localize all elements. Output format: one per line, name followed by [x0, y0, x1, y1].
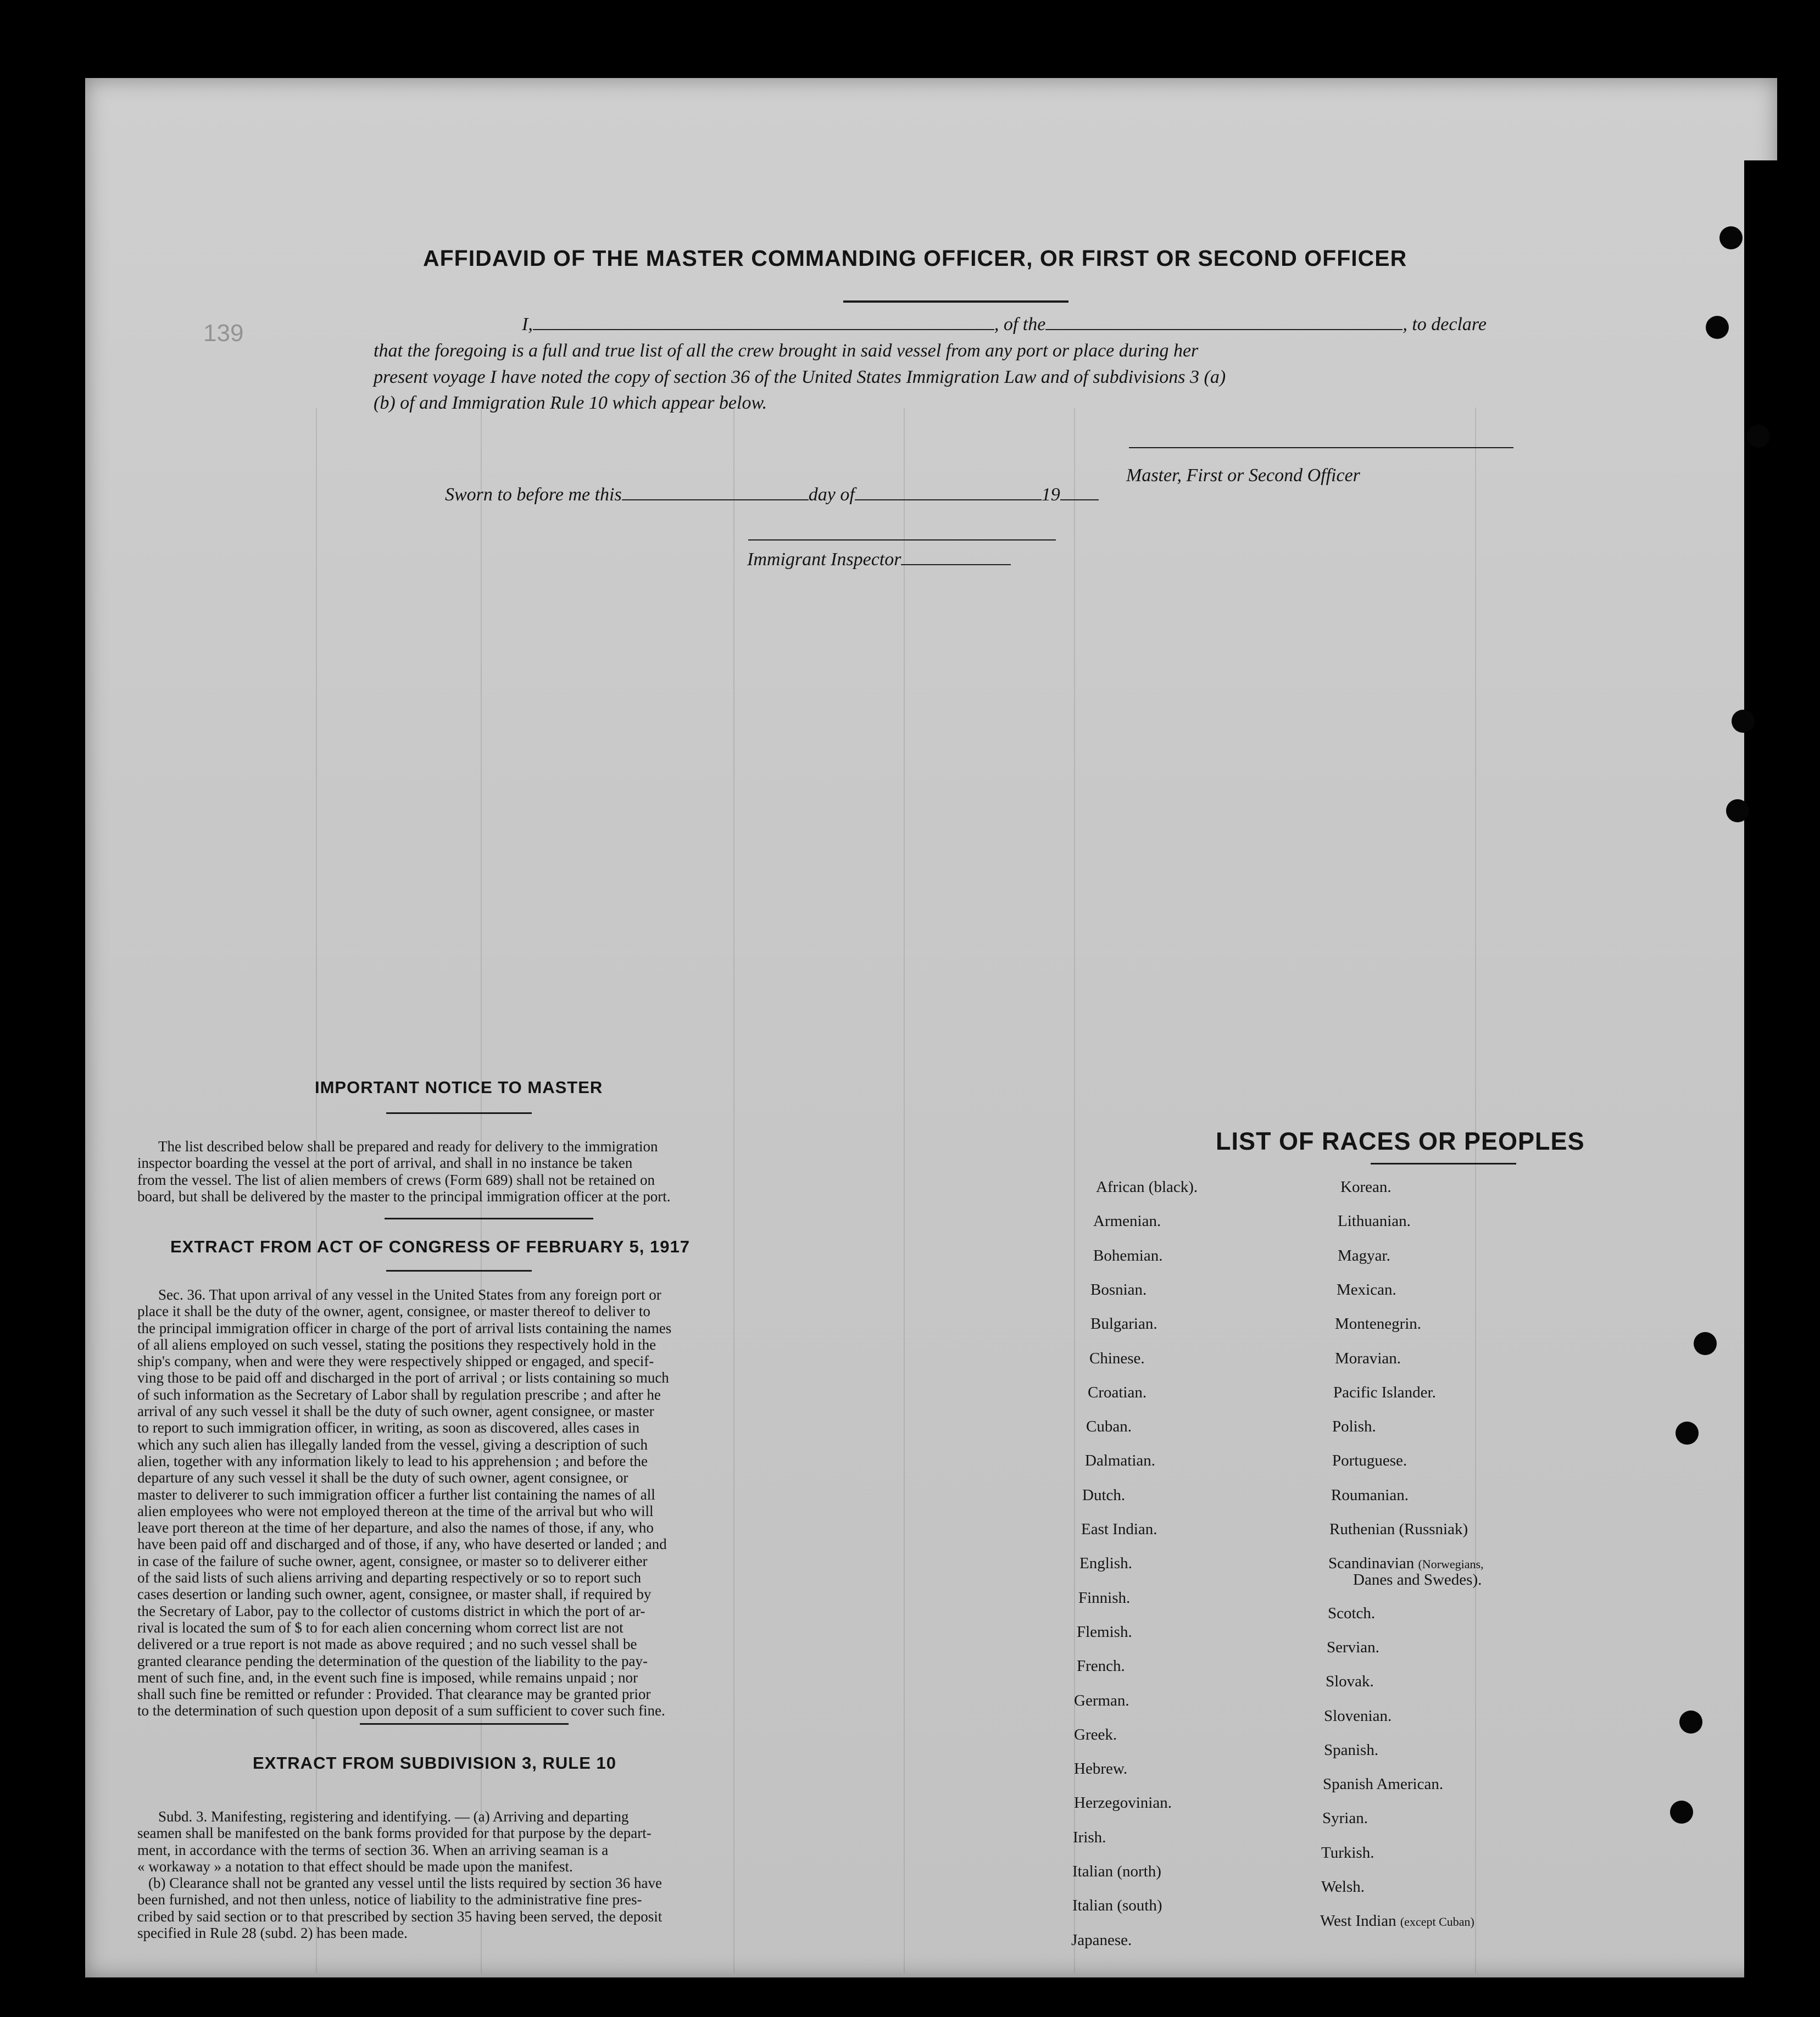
notice-line: board, but shall be delivered by the master to the principal immigration officer at the port. [137, 1188, 671, 1205]
race-label: Scotch. [1328, 1604, 1376, 1622]
sworn-line [445, 484, 1099, 505]
race-item: Armenian. [1093, 1212, 1161, 1230]
act-line: the principal immigration officer in charge of the port of arrival lists containing the names [137, 1319, 672, 1336]
race-item: Italian (south) [1072, 1897, 1162, 1914]
act-line: cases desertion or landing such owner, agent, consignee, or master shall, if required by [137, 1586, 652, 1603]
document-sheet [85, 78, 1777, 1977]
punch-hole [1747, 425, 1770, 448]
race-item [1320, 1912, 1474, 1930]
act-line: ving those to be paid off and discharged in the port of arrival ; or lists containing so much [137, 1369, 669, 1386]
race-note: (except Cuban) [1400, 1915, 1474, 1929]
race-item [1323, 1775, 1443, 1793]
rule-body [137, 1808, 775, 1941]
affidavit-of-the: , of the [994, 314, 1046, 335]
notice-line: from the vessel. The list of alien members of crews (Form 689) shall not be retained on [137, 1171, 655, 1188]
act-line: Sec. 36. That upon arrival of any vessel in the United States from any foreign port or [158, 1286, 661, 1303]
notice-line: inspector boarding the vessel at the port of arrival, and shall in no instance be taken [137, 1155, 633, 1172]
race-item: Irish. [1073, 1829, 1106, 1846]
race-item [1337, 1281, 1396, 1299]
race-item: Herzegovinian. [1074, 1794, 1172, 1812]
act-line: master to deliverer to such immigration officer a further list containing the names of all [137, 1486, 655, 1503]
punch-hole [1732, 710, 1755, 733]
punch-hole [1670, 1801, 1693, 1824]
punch-hole [1706, 316, 1729, 339]
race-item: Hebrew. [1074, 1760, 1128, 1778]
race-item [1331, 1486, 1409, 1505]
sworn-text: Sworn to before me this [445, 484, 622, 505]
race-item: Cuban. [1086, 1418, 1132, 1435]
affidavit-i: I, [522, 314, 533, 335]
race-label: Turkish. [1321, 1844, 1374, 1862]
race-label: Montenegrin. [1335, 1315, 1422, 1333]
rule-line: seamen shall be manifested on the bank forms provided for that purpose by the depart- [137, 1825, 652, 1842]
race-label: Korean. [1340, 1178, 1392, 1196]
race-item: Flemish. [1077, 1623, 1132, 1641]
rule-line: cribed by said section or to that prescribed by section 35 having been served, the deposit [137, 1908, 663, 1925]
rule-line: « workaway » a notation to that effect should be made upon the manifest. [137, 1858, 573, 1875]
race-item: Italian (north) [1072, 1863, 1161, 1880]
race-item [1335, 1350, 1401, 1368]
race-label: Syrian. [1322, 1809, 1368, 1827]
race-item: Bosnian. [1090, 1281, 1147, 1299]
race-item: Dutch. [1082, 1486, 1126, 1504]
act-line: in case of the failure of suche owner, agent, consignee, or master so to deliverer either [137, 1552, 648, 1569]
race-item [1321, 1878, 1365, 1896]
act-line: alien, together with any information likely to lead to his apprehension ; and before the [137, 1452, 648, 1469]
race-item [1332, 1452, 1407, 1470]
year-prefix: 19 [1041, 484, 1060, 505]
act-line: the Secretary of Labor, pay to the collector of customs district in which the port of ar- [137, 1602, 645, 1619]
title-underline [843, 300, 1068, 303]
punch-hole [1679, 1710, 1702, 1734]
notice-body [137, 1138, 775, 1205]
act-line: shall such fine be remitted or refunder : Provided. That clearance may be granted prior [137, 1686, 651, 1703]
affidavit-line-1 [428, 314, 1487, 335]
race-label: Moravian. [1335, 1350, 1401, 1367]
act-line: of all aliens employed on such vessel, stating the positions they respectively hold in the [137, 1336, 656, 1353]
punch-hole [1726, 799, 1749, 822]
bleed-line [1475, 408, 1476, 1973]
act-line: to report to such immigration officer, in writing, as soon as discovered, alles cases in [137, 1419, 639, 1436]
signature-line [1129, 447, 1513, 448]
race-label: Magyar. [1338, 1247, 1390, 1264]
day-of-text: day of [808, 484, 855, 505]
race-label: Roumanian. [1331, 1486, 1409, 1504]
act-divider [360, 1723, 569, 1725]
race-label: Ruthenian (Russniak) [1329, 1520, 1468, 1538]
punch-hole [1676, 1422, 1699, 1445]
act-line: granted clearance pending the determination of the question of the liability to the pay- [137, 1652, 648, 1669]
act-line: delivered or a true report is not made as above required ; and no such vessel shall be [137, 1636, 637, 1653]
race-label: Spanish American. [1323, 1775, 1444, 1793]
race-label: Polish. [1332, 1418, 1376, 1435]
race-item [1338, 1212, 1411, 1230]
race-item [1326, 1673, 1374, 1691]
race-item: Greek. [1074, 1726, 1117, 1743]
rule-line: been furnished, and not then unless, notice of liability to the administrative fine pres- [137, 1891, 642, 1908]
margin-number: 139 [203, 320, 244, 347]
act-title: EXTRACT FROM ACT OF CONGRESS OF FEBRUARY 5, 1917 [170, 1237, 690, 1256]
act-line: place it shall be the duty of the owner, agent, consignee, or master thereof to deliver to [137, 1303, 650, 1320]
act-line: to the determination of such question upon deposit of a sum sufficient to cover such fine. [137, 1702, 665, 1719]
race-note: Danes and Swedes). [1353, 1571, 1482, 1589]
race-item [1332, 1418, 1376, 1436]
race-item: English. [1079, 1554, 1132, 1572]
race-item [1327, 1639, 1379, 1657]
act-line: which any such alien has illegally landed from the vessel, giving a description of such [137, 1436, 648, 1453]
race-item [1333, 1384, 1436, 1402]
race-label: Portuguese. [1332, 1452, 1407, 1469]
race-item: Japanese. [1071, 1931, 1132, 1949]
race-item: Bulgarian. [1090, 1315, 1157, 1333]
race-label: Mexican. [1337, 1281, 1396, 1299]
notice-divider [385, 1218, 593, 1219]
act-line: of such information as the Secretary of Labor shall by regulation prescribe ; and after he [137, 1386, 661, 1403]
year-blank [1060, 499, 1099, 500]
race-item [1338, 1247, 1390, 1265]
act-line: ship's company, when and were they were respectively shipped or engaged, and specif- [137, 1353, 654, 1370]
punch-hole [1719, 226, 1743, 249]
race-item [1321, 1844, 1374, 1862]
race-item: Chinese. [1089, 1350, 1145, 1367]
act-line: alien employees who were not employed thereon at the time of the arrival but who will [137, 1502, 654, 1519]
inspector-signature-line [748, 539, 1056, 541]
race-item [1340, 1178, 1392, 1196]
race-item [1328, 1554, 1484, 1573]
rule-title: EXTRACT FROM SUBDIVISION 3, RULE 10 [253, 1753, 616, 1773]
inspector-label: Immigrant Inspector [747, 549, 901, 570]
bleed-line [904, 408, 905, 1973]
race-item: French. [1077, 1657, 1125, 1675]
act-line: have been paid off and discharged and of those, if any, who have deserted or landed ; and [137, 1536, 667, 1553]
inspector-blank [901, 564, 1011, 565]
act-line: departure of any such vessel it shall be the duty of such owner, agent consignee, or [137, 1469, 628, 1486]
act-line: ment of such fine, and, in the event such fine is imposed, while remains unpaid ; nor [137, 1669, 638, 1686]
rule-line: ment, in accordance with the terms of section 36. When an arriving seaman is a [137, 1841, 609, 1858]
act-underline [386, 1270, 532, 1272]
race-label: Scandinavian [1328, 1554, 1415, 1572]
act-line: of the said lists of such aliens arriving and departing respectively or so to report such [137, 1569, 642, 1586]
affidavit-line-2: that the foregoing is a full and true list of all the crew brought in said vessel from any port or place during her [374, 341, 1199, 361]
race-label: Welsh. [1321, 1878, 1365, 1896]
race-item [1322, 1809, 1368, 1827]
position-blank [1045, 329, 1402, 330]
affidavit-line-3: present voyage I have noted the copy of section 36 of the United States Immigration Law and of subdivisions 3 (a) [374, 367, 1226, 387]
rule-line: (b) Clearance shall not be granted any vessel until the lists required by section 36 have [148, 1875, 662, 1892]
master-label: Master, First or Second Officer [1126, 465, 1360, 486]
inspector-line [747, 549, 1011, 570]
affidavit-line-4: (b) of and Immigration Rule 10 which appear below. [374, 393, 767, 413]
race-item [1324, 1741, 1378, 1759]
act-line: rival is located the sum of $ to for each alien concerning whom correct list are not [137, 1619, 624, 1636]
races-underline [1371, 1163, 1516, 1164]
rule-line: Subd. 3. Manifesting, registering and identifying. — (a) Arriving and departing [158, 1808, 629, 1825]
notice-title: IMPORTANT NOTICE TO MASTER [315, 1078, 603, 1097]
act-line: arrival of any such vessel it shall be the duty of such owner, agent consignee, or master [137, 1403, 654, 1420]
race-label: Servian. [1327, 1639, 1379, 1656]
race-item [1329, 1520, 1468, 1539]
notice-underline [386, 1112, 532, 1114]
notice-line: The list described below shall be prepared and ready for delivery to the immigration [158, 1138, 658, 1155]
race-item: East Indian. [1081, 1520, 1157, 1538]
day-blank [622, 499, 809, 500]
races-title: LIST OF RACES OR PEOPLES [1216, 1127, 1585, 1155]
race-item [1335, 1315, 1421, 1333]
race-label: Lithuanian. [1338, 1212, 1411, 1230]
race-label: Slovak. [1326, 1673, 1374, 1690]
race-item [1328, 1604, 1375, 1623]
race-item: Finnish. [1078, 1589, 1131, 1607]
race-item: African (black). [1096, 1178, 1198, 1196]
act-body [137, 1286, 775, 1719]
act-line: leave port thereon at the time of her departure, and also the names of those, if any, who [137, 1519, 654, 1536]
race-item [1324, 1707, 1392, 1725]
affidavit-to-declare: , to declare [1402, 314, 1487, 335]
race-label: Slovenian. [1324, 1707, 1392, 1725]
rule-line: specified in Rule 28 (subd. 2) has been made. [137, 1925, 408, 1942]
race-label: Spanish. [1324, 1741, 1379, 1759]
race-item: Croatian. [1088, 1384, 1147, 1401]
race-note: (Norwegians, [1418, 1557, 1484, 1571]
punch-hole [1694, 1332, 1717, 1355]
race-item: Bohemian. [1093, 1247, 1163, 1264]
race-item: German. [1074, 1692, 1129, 1709]
affidavit-title: AFFIDAVID OF THE MASTER COMMANDING OFFICER, OR FIRST OR SECOND OFFICER [423, 246, 1407, 271]
name-blank [533, 329, 994, 330]
month-blank [855, 499, 1042, 500]
race-item: Dalmatian. [1085, 1452, 1156, 1469]
race-label: West Indian [1320, 1912, 1396, 1930]
race-label: Pacific Islander. [1333, 1384, 1436, 1401]
